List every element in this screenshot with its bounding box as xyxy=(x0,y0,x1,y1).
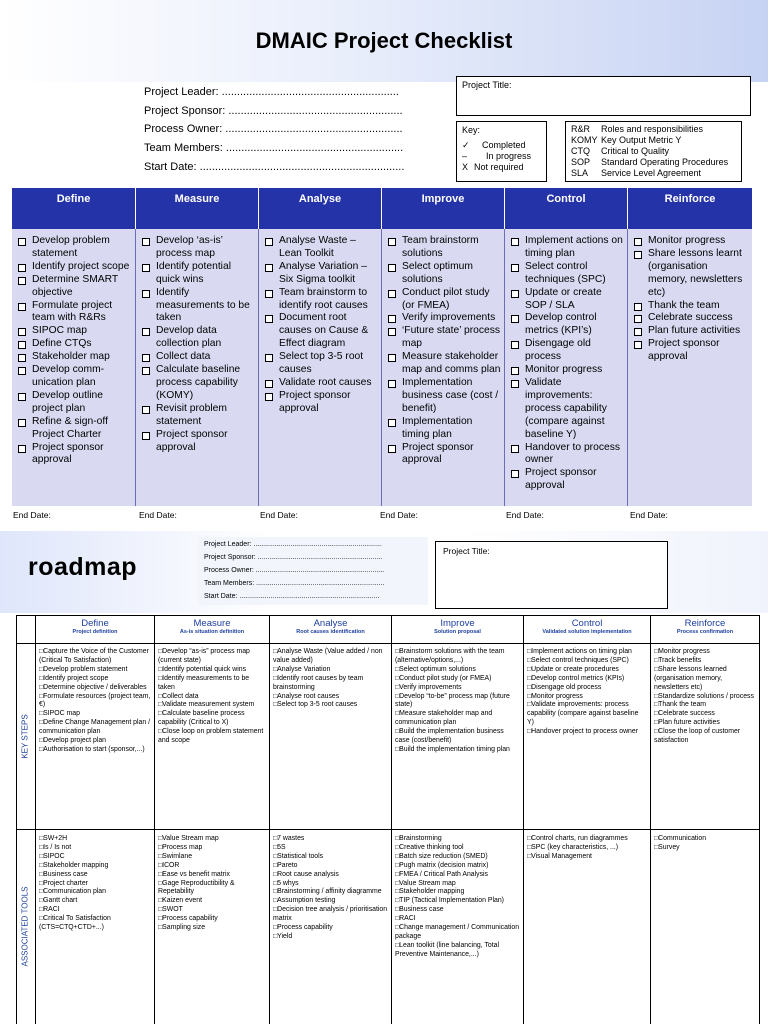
roadmap-step[interactable]: □Calculate baseline process capability (Critical to X) xyxy=(158,710,245,727)
roadmap-tool[interactable]: □Kaizen event xyxy=(158,897,203,905)
roadmap-step[interactable]: □Identify measurements to be taken xyxy=(158,674,250,691)
roadmap-tool[interactable]: □Business case xyxy=(395,906,444,914)
roadmap-header-improve: Improve Solution proposal xyxy=(434,618,481,635)
checklist-item[interactable]: ‘Future state’ process map xyxy=(388,325,501,351)
abbr-row: SOP Standard Operating Procedures xyxy=(571,157,729,167)
checklist-item[interactable]: Revisit problem statement xyxy=(142,403,255,429)
key-row: – In progress xyxy=(462,151,532,161)
checklist-item[interactable]: Select top 3-5 root causes xyxy=(265,351,378,377)
project-title-box[interactable] xyxy=(456,76,751,116)
checklist-item[interactable]: Implementation business case (cost / benefit) xyxy=(388,377,501,416)
roadmap-step[interactable]: □Thank the team xyxy=(654,701,707,709)
tools-control xyxy=(524,833,650,864)
tools-improve xyxy=(392,833,523,962)
roadmap-tool[interactable]: □Decision tree analysis / prioritisation matrix xyxy=(273,906,388,923)
checklist-item[interactable]: Refine & sign-off Project Charter xyxy=(18,416,132,442)
roadmap-tool[interactable]: □Critical To Satisfaction (CTS=CTQ+CTD+...) xyxy=(39,915,111,932)
roadmap-step[interactable]: □Identify root causes by team brainstorming xyxy=(273,674,364,691)
grid-line xyxy=(16,615,760,616)
key-steps-control xyxy=(524,646,650,739)
roadmap-tool[interactable]: □Brainstorming / affinity diagramme xyxy=(273,888,382,896)
phase-column-analyse xyxy=(259,229,382,506)
checklist-item[interactable]: Project sponsor approval xyxy=(511,467,624,493)
roadmap-tool[interactable]: □Lean toolkit (line balancing, Total Preventive Maintenance,...) xyxy=(395,941,500,958)
roadmap-project-title-label: Project Title: xyxy=(443,546,490,556)
grid-line xyxy=(16,829,760,830)
roadmap-tool[interactable]: □Stakeholder mapping xyxy=(395,888,465,896)
roadmap-tool[interactable]: □Creative thinking tool xyxy=(395,843,464,851)
checklist-item[interactable]: Develop comm-unication plan xyxy=(18,364,132,390)
key-label: Key: xyxy=(462,125,481,135)
roadmap-step[interactable]: □Update or create procedures xyxy=(527,665,619,673)
phase-header-define: Define xyxy=(12,188,136,229)
key-row: ✓ Completed xyxy=(462,140,526,150)
roadmap-header-measure: Measure As-is situation definition xyxy=(179,618,245,635)
key-box xyxy=(456,121,547,182)
checklist-item[interactable]: Share lessons learnt (organisation memory, newsletters etc) xyxy=(634,248,749,300)
roadmap-tool[interactable]: □5S xyxy=(273,843,286,851)
roadmap-step[interactable]: □Implement actions on timing plan xyxy=(527,648,632,655)
roadmap-tool[interactable]: □SPC (key characteristics, ...) xyxy=(527,843,619,851)
checklist-item[interactable]: Identify project scope xyxy=(18,261,132,274)
row-label-cell xyxy=(16,643,35,829)
phase-column-control xyxy=(505,229,628,506)
roadmap-tool[interactable]: □RACI xyxy=(395,915,416,923)
checklist-item[interactable]: Analyse Waste – Lean Toolkit xyxy=(265,235,378,261)
grid-line xyxy=(16,643,760,644)
roadmap-tool[interactable]: □SWOT xyxy=(158,906,183,914)
roadmap-step[interactable]: □Brainstorm solutions with the team (alternative/options,...) xyxy=(395,648,505,664)
check-icon: ✓ xyxy=(462,140,470,150)
phase-header-analyse: Analyse xyxy=(259,188,382,229)
checklist-item[interactable]: Select optimum solutions xyxy=(388,261,501,287)
roadmap-step[interactable]: □Define Change Management plan / communication plan xyxy=(39,719,151,736)
roadmap-tool[interactable]: □Business case xyxy=(39,870,88,878)
roadmap-step[interactable]: □Analyse root causes xyxy=(273,692,340,700)
checklist-item[interactable]: Monitor progress xyxy=(511,364,624,377)
roadmap-tool[interactable]: □Process capability xyxy=(158,915,218,923)
phase-header-measure: Measure xyxy=(136,188,259,229)
project-sponsor-field[interactable]: Project Sponsor: ......................................................... xyxy=(144,105,403,117)
checklist-item[interactable]: Validate improvements: process capability (compare against baseline Y) xyxy=(511,377,624,442)
checklist-item[interactable]: Implementation timing plan xyxy=(388,416,501,442)
roadmap-title: roadmap xyxy=(28,553,138,581)
abbr-row: R&R Roles and responsibilities xyxy=(571,124,704,134)
checklist-item[interactable]: Collect data xyxy=(142,351,255,364)
roadmap-tool[interactable]: □Communication xyxy=(654,835,707,842)
roadmap-tool[interactable]: □Stakeholder mapping xyxy=(39,861,109,869)
roadmap-step[interactable]: □Analyse Variation xyxy=(273,665,331,673)
roadmap-step[interactable]: □Authorisation to start (sponsor,...) xyxy=(39,745,145,753)
checklist-item[interactable]: Identify measurements to be taken xyxy=(142,287,255,326)
phase-column-reinforce xyxy=(628,229,752,506)
roadmap-tool[interactable]: □FMEA / Critical Path Analysis xyxy=(395,870,489,878)
checklist-item[interactable]: Calculate baseline process capability (KOMY) xyxy=(142,364,255,403)
roadmap-project-title-box[interactable] xyxy=(435,541,668,609)
roadmap-tool[interactable]: □TIP (Tactical Implementation Plan) xyxy=(395,897,504,905)
checklist-item[interactable]: Define CTQs xyxy=(18,338,132,351)
checklist-item[interactable]: Plan future activities xyxy=(634,325,749,338)
end-date-control[interactable]: End Date: xyxy=(506,510,544,520)
checklist-item[interactable]: Stakeholder map xyxy=(18,351,132,364)
roadmap-team-members[interactable]: Team Members: .................................................................. xyxy=(204,580,385,587)
roadmap-tool[interactable]: □Gage Reproductibility & Repetability xyxy=(158,879,235,896)
tools-reinforce xyxy=(651,833,759,855)
tools-define xyxy=(36,833,154,935)
checklist-item[interactable]: Determine SMART objective xyxy=(18,274,132,300)
checklist-item[interactable]: Develop data collection plan xyxy=(142,325,255,351)
roadmap-header-control: Control Validated solution implementation xyxy=(542,618,632,635)
phase-header-control: Control xyxy=(505,188,628,229)
checklist-item[interactable]: Project sponsor approval xyxy=(18,442,132,468)
roadmap-tool[interactable]: □Process map xyxy=(158,843,203,851)
roadmap-tool[interactable]: □Sampling size xyxy=(158,924,206,932)
tools-measure xyxy=(155,833,269,935)
roadmap-tool[interactable]: □SW+2H xyxy=(39,835,68,842)
checklist-item[interactable]: Develop outline project plan xyxy=(18,390,132,416)
roadmap-step[interactable]: □Validate measurement system xyxy=(158,701,255,709)
roadmap-step[interactable]: □Standardize solutions / process xyxy=(654,692,754,700)
phase-column-define xyxy=(12,229,136,506)
roadmap-tool[interactable]: □Survey xyxy=(654,843,680,851)
roadmap-tool[interactable]: □Assumption testing xyxy=(273,897,336,905)
roadmap-step[interactable]: □Share lessons learned (organisation memory, newsletters etc) xyxy=(654,665,727,691)
roadmap-step[interactable]: □Capture the Voice of the Customer (Critical To Satisfaction) xyxy=(39,648,149,664)
page-title: DMAIC Project Checklist xyxy=(255,28,513,53)
checklist-item[interactable]: Analyse Variation – Six Sigma toolkit xyxy=(265,261,378,287)
row-label-cell xyxy=(16,829,35,1024)
checklist-item[interactable]: Develop problem statement xyxy=(18,235,132,261)
roadmap-step[interactable]: □Select optimum solutions xyxy=(395,665,476,673)
roadmap-step[interactable]: □Build the implementation timing plan xyxy=(395,745,510,753)
roadmap-tool[interactable]: □Control charts, run diagrammes xyxy=(527,835,628,842)
checklist-item[interactable]: Update or create SOP / SLA xyxy=(511,287,624,313)
roadmap-tool[interactable]: □Pugh matrix (decision matrix) xyxy=(395,861,489,869)
roadmap-step[interactable]: □Celebrate success xyxy=(654,710,715,718)
roadmap-step[interactable]: □Develop problem statement xyxy=(39,665,128,673)
phase-column-measure xyxy=(136,229,259,506)
roadmap-tool[interactable]: □Root cause analysis xyxy=(273,870,339,878)
roadmap-step[interactable]: □Select top 3-5 root causes xyxy=(273,701,358,709)
checklist-item[interactable]: Project sponsor approval xyxy=(634,338,749,364)
checklist-item[interactable]: Celebrate success xyxy=(634,312,749,325)
roadmap-step[interactable]: □Monitor progress xyxy=(527,692,583,700)
roadmap-step[interactable]: □Close loop on problem statement and scope xyxy=(158,728,264,745)
row-label-associated-tools: ASSOCIATED TOOLS xyxy=(21,886,30,967)
phase-header-reinforce: Reinforce xyxy=(628,188,752,229)
tools-analyse xyxy=(270,833,391,944)
checklist-item[interactable]: Team brainstorm solutions xyxy=(388,235,501,261)
checklist-item[interactable]: Implement actions on timing plan xyxy=(511,235,624,261)
roadmap-step[interactable]: □Plan future activities xyxy=(654,719,720,727)
roadmap-step[interactable]: □Handover project to process owner xyxy=(527,728,639,736)
roadmap-step[interactable]: □Develop control metrics (KPIs) xyxy=(527,674,625,682)
checklist-item[interactable]: Verify improvements xyxy=(388,312,501,325)
roadmap-tool[interactable]: □Change management / Communication package xyxy=(395,924,520,940)
checklist-item[interactable]: Project sponsor approval xyxy=(142,429,255,455)
start-date-field[interactable]: Start Date: ................................................................... xyxy=(144,161,405,173)
roadmap-tool[interactable]: □Value Stream map xyxy=(158,835,219,842)
checklist-item[interactable]: Team brainstorm to identify root causes xyxy=(265,287,378,313)
roadmap-tool[interactable]: □Pareto xyxy=(273,861,298,869)
abbr-row: CTQ Critical to Quality xyxy=(571,146,670,156)
cross-icon: X xyxy=(462,162,469,172)
roadmap-tool[interactable]: □Communication plan xyxy=(39,888,106,896)
roadmap-step[interactable]: □Close the loop of customer satisfaction xyxy=(654,728,741,745)
grid-line xyxy=(759,615,760,1024)
roadmap-tool[interactable]: □Statistical tools xyxy=(273,852,324,860)
checklist-item[interactable]: Validate root causes xyxy=(265,377,378,390)
checklist-item[interactable]: Develop ‘as-is’ process map xyxy=(142,235,255,261)
roadmap-tool[interactable]: □7 wastes xyxy=(273,835,305,842)
roadmap-step[interactable]: □Measure stakeholder map and communication plan xyxy=(395,710,493,727)
roadmap-tool[interactable]: □Process capability xyxy=(273,924,333,932)
roadmap-step[interactable]: □Formulate resources (project team, €) xyxy=(39,692,151,709)
phase-header-improve: Improve xyxy=(382,188,505,229)
checklist-item[interactable]: Document root causes on Cause & Effect diagram xyxy=(265,312,378,351)
roadmap-step[interactable]: □Track benefits xyxy=(654,656,702,664)
roadmap-tool[interactable]: □Is / Is not xyxy=(39,843,72,851)
roadmap-header-define: Define Project definition xyxy=(72,618,118,635)
end-date-define[interactable]: End Date: xyxy=(13,510,51,520)
key-steps-measure xyxy=(155,646,269,748)
key-steps-improve xyxy=(392,646,523,757)
roadmap-tool[interactable]: □Yield xyxy=(273,932,293,940)
roadmap-tool[interactable]: □Ease vs benefit matrix xyxy=(158,870,230,878)
abbr-row: SLA Service Level Agreement xyxy=(571,168,702,178)
roadmap-tool[interactable]: □SIPOC xyxy=(39,852,65,860)
roadmap-tool[interactable]: □5 whys xyxy=(273,879,299,887)
roadmap-step[interactable]: □Monitor progress xyxy=(654,648,710,655)
checklist-item[interactable]: Thank the team xyxy=(634,300,749,313)
roadmap-tool[interactable]: □Project charter xyxy=(39,879,88,887)
roadmap-tool[interactable]: □Swimlane xyxy=(158,852,193,860)
roadmap-step[interactable]: □Conduct pilot study (or FMEA) xyxy=(395,674,492,682)
key-steps-define xyxy=(36,646,154,757)
roadmap-process-owner[interactable]: Process Owner: .................................................................. xyxy=(204,567,385,574)
checklist-item[interactable]: Identify potential quick wins xyxy=(142,261,255,287)
roadmap-tool[interactable]: □Batch size reduction (SMED) xyxy=(395,852,488,860)
end-date-analyse[interactable]: End Date: xyxy=(260,510,298,520)
roadmap-step[interactable]: □Determine objective / deliverables xyxy=(39,683,147,691)
roadmap-tool[interactable]: □RACI xyxy=(39,906,60,914)
roadmap-tool[interactable]: □Gantt chart xyxy=(39,897,78,905)
roadmap-step[interactable]: □SIPOC map xyxy=(39,710,80,718)
project-leader-field[interactable]: Project Leader: .......................................................... xyxy=(144,86,399,98)
checklist-item[interactable]: Project sponsor approval xyxy=(265,390,378,416)
row-label-key-steps: KEY STEPS xyxy=(21,713,31,759)
roadmap-step[interactable]: □Develop “as-is” process map (current state) xyxy=(158,648,250,664)
checklist-item[interactable]: Project sponsor approval xyxy=(388,442,501,468)
phase-column-improve xyxy=(382,229,505,506)
end-date-improve[interactable]: End Date: xyxy=(380,510,418,520)
checklist-item[interactable]: Develop control metrics (KPI’s) xyxy=(511,312,624,338)
team-members-field[interactable]: Team Members: .......................................................... xyxy=(144,142,404,154)
process-owner-field[interactable]: Process Owner: .......................................................... xyxy=(144,123,403,135)
end-date-reinforce[interactable]: End Date: xyxy=(630,510,668,520)
key-row: X Not required xyxy=(462,162,524,172)
roadmap-step[interactable]: □Build the implementation business case (cost/benefit) xyxy=(395,728,504,745)
checklist-item[interactable]: Disengage old process xyxy=(511,338,624,364)
checklist-item[interactable]: Select control techniques (SPC) xyxy=(511,261,624,287)
checklist-item[interactable]: Monitor progress xyxy=(634,235,749,248)
checklist-item[interactable]: Conduct pilot study (or FMEA) xyxy=(388,287,501,313)
roadmap-step[interactable]: □Collect data xyxy=(158,692,199,700)
roadmap-start-date[interactable]: Start Date: ........................................................................ xyxy=(204,593,380,600)
end-date-measure[interactable]: End Date: xyxy=(139,510,177,520)
roadmap-step[interactable]: □Verify improvements xyxy=(395,683,462,691)
roadmap-step[interactable]: □Disengage old process xyxy=(527,683,602,691)
roadmap-step[interactable]: □Select control techniques (SPC) xyxy=(527,656,629,664)
roadmap-tool[interactable]: □Brainstorming xyxy=(395,835,442,842)
dash-icon: – xyxy=(462,151,468,161)
project-title-label: Project Title: xyxy=(462,80,512,90)
checklist-item[interactable]: Measure stakeholder map and comms plan xyxy=(388,351,501,377)
roadmap-step[interactable]: □Validate improvements: process capability (compare against baseline Y) xyxy=(527,701,639,727)
roadmap-project-sponsor[interactable]: Project Sponsor: ................................................................ xyxy=(204,554,383,561)
key-steps-reinforce xyxy=(651,646,759,748)
abbreviations-box xyxy=(565,121,742,182)
roadmap-header-reinforce: Reinforce Process confirmation xyxy=(676,618,734,635)
abbr-row: KOMY Key Output Metric Y xyxy=(571,135,682,145)
roadmap-project-leader[interactable]: Project Leader: .................................................................. xyxy=(204,541,382,548)
roadmap-header-analyse: Analyse Root causes identification xyxy=(296,618,365,635)
checklist-item[interactable]: Formulate project team with R&Rs xyxy=(18,300,132,326)
checklist-item[interactable]: SIPOC map xyxy=(18,325,132,338)
roadmap-tool[interactable]: □Visual Management xyxy=(527,852,592,860)
roadmap-step[interactable]: □Develop project plan xyxy=(39,737,106,745)
roadmap-step[interactable]: □Identify potential quick wins xyxy=(158,665,247,673)
key-steps-analyse xyxy=(270,646,391,712)
roadmap-step[interactable]: □Analyse Waste (Value added / non value added) xyxy=(273,648,383,664)
roadmap-tool[interactable]: □ICOR xyxy=(158,861,180,869)
roadmap-step[interactable]: □Develop “to-be” process map (future state) xyxy=(395,692,510,709)
checklist-item[interactable]: Handover to process owner xyxy=(511,442,624,468)
roadmap-tool[interactable]: □Value Stream map xyxy=(395,879,456,887)
roadmap-step[interactable]: □Identify project scope xyxy=(39,674,109,682)
